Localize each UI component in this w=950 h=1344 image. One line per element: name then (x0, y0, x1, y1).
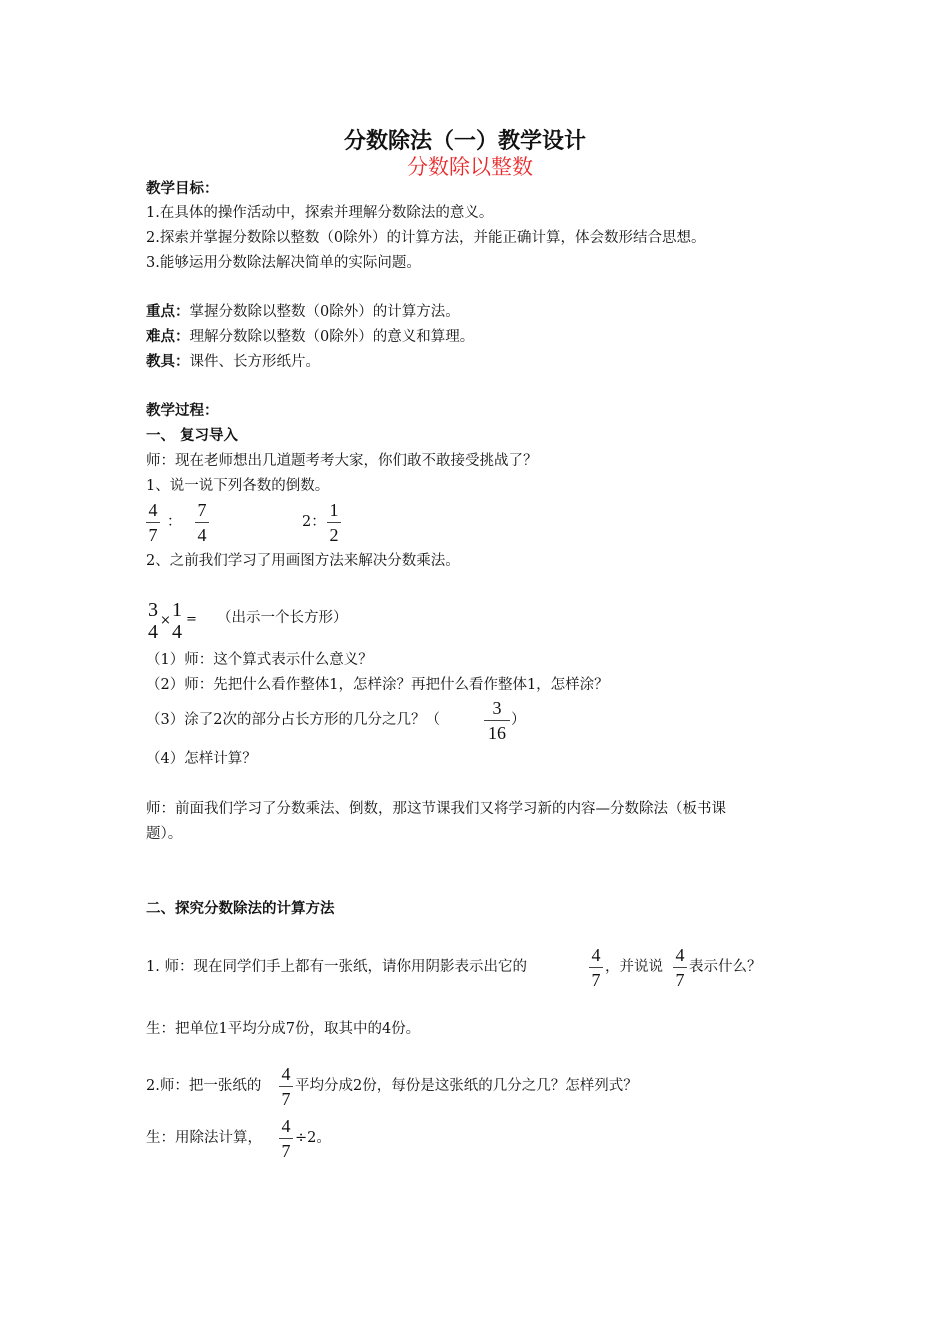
tools-row (146, 352, 320, 372)
section2-title: 二、探究分数除法的计算方法 (146, 901, 335, 917)
goal-item-2: 2.探索并掌握分数除以整数（0除外）的计算方法，并能正确计算，体会数形结合思想。 (146, 230, 706, 246)
fraction-4-7-d (279, 1116, 293, 1161)
s2-p2: 生：把单位1平均分成7份，取其中的4份。 (146, 1021, 421, 1037)
fraction-3-4 (146, 599, 160, 643)
question-1: （1）师：这个算式表示什么意义？ (146, 652, 373, 668)
numerator: 4 (281, 1064, 291, 1084)
question-3-close: ） (511, 712, 526, 728)
summary-line-2: 题）。 (146, 826, 183, 842)
numerator: 7 (197, 500, 207, 520)
page-subtitle: 分数除以整数 (407, 155, 533, 179)
s2-p3-a: 2.师：把一张纸的 (146, 1078, 262, 1094)
goals-heading: 教学目标： (146, 181, 219, 197)
numerator: 4 (281, 1116, 291, 1136)
goal-item-1: 1.在具体的操作活动中，探索并理解分数除法的意义。 (146, 205, 494, 221)
s1-line-1: 师：现在老师想出几道题考考大家，你们敢不敢接受挑战了？ (146, 453, 538, 469)
numerator: 1 (172, 599, 182, 621)
fraction-1-2 (327, 500, 341, 545)
equals-sign: = (186, 612, 197, 627)
denominator: 4 (148, 621, 158, 643)
times-sign: × (160, 613, 171, 628)
question-4: （4）怎样计算？ (146, 751, 257, 767)
denominator: 4 (197, 525, 207, 545)
difficulty-label: 难点： (146, 329, 190, 345)
question-2: （2）师：先把什么看作整体1，怎样涂？再把什么看作整体1，怎样涂？ (146, 677, 609, 693)
denominator: 7 (675, 970, 685, 990)
tools-text: 课件、长方形纸片。 (189, 354, 320, 370)
recip-integer: 2： (302, 514, 326, 530)
denominator: 7 (591, 970, 601, 990)
numerator: 1 (329, 500, 339, 520)
focus-text: 掌握分数除以整数（0除外）的计算方法。 (189, 304, 460, 320)
page-title: 分数除法（一）教学设计 (344, 129, 587, 154)
section1-title: 一、 复习导入 (146, 428, 239, 444)
recip-separator: ： (167, 514, 182, 530)
numerator: 3 (492, 698, 502, 718)
denominator: 16 (488, 723, 506, 743)
numerator: 4 (148, 500, 158, 520)
s2-p1-b: ，并说说 (605, 959, 663, 975)
fraction-4-7-a (589, 945, 603, 990)
fraction-3-16 (484, 698, 510, 743)
numerator: 3 (148, 599, 158, 621)
denominator: 7 (148, 525, 158, 545)
denominator: 2 (329, 525, 339, 545)
fraction-4-7 (146, 500, 160, 545)
fraction-7-4 (195, 500, 209, 545)
numerator: 4 (675, 945, 685, 965)
fraction-4-7-b (673, 945, 687, 990)
difficulty-text: 理解分数除以整数（0除外）的意义和算理。 (189, 329, 475, 345)
focus-row (146, 302, 460, 322)
denominator: 7 (281, 1141, 291, 1161)
mult-note: （出示一个长方形） (217, 610, 348, 626)
numerator: 4 (591, 945, 601, 965)
goal-item-3: 3.能够运用分数除法解决简单的实际问题。 (146, 255, 421, 271)
s2-p1-a: 1. 师：现在同学们手上都有一张纸，请你用阴影表示出它的 (146, 959, 527, 975)
denominator: 7 (281, 1089, 291, 1109)
process-heading: 教学过程： (146, 403, 219, 419)
denominator: 4 (172, 621, 182, 643)
s2-p3-b: 平均分成2份，每份是这张纸的几分之几？怎样列式？ (295, 1078, 638, 1094)
s2-p4-a: 生：用除法计算， (146, 1130, 262, 1146)
difficulty-row (146, 327, 474, 347)
s1-line-3: 2、之前我们学习了用画图方法来解决分数乘法。 (146, 553, 460, 569)
s1-line-2: 1、说一说下列各数的倒数。 (146, 478, 330, 494)
fraction-4-7-c (279, 1064, 293, 1109)
question-3: （3）涂了2次的部分占长方形的几分之几？（ (146, 712, 440, 728)
s2-p1-c: 表示什么？ (689, 959, 762, 975)
focus-label: 重点： (146, 304, 190, 320)
tools-label: 教具： (146, 354, 190, 370)
s2-p4-b: ÷2。 (295, 1130, 331, 1146)
summary-line-1: 师：前面我们学习了分数乘法、倒数，那这节课我们又将学习新的内容—分数除法（板书课 (146, 801, 726, 817)
fraction-1-4 (170, 599, 184, 643)
